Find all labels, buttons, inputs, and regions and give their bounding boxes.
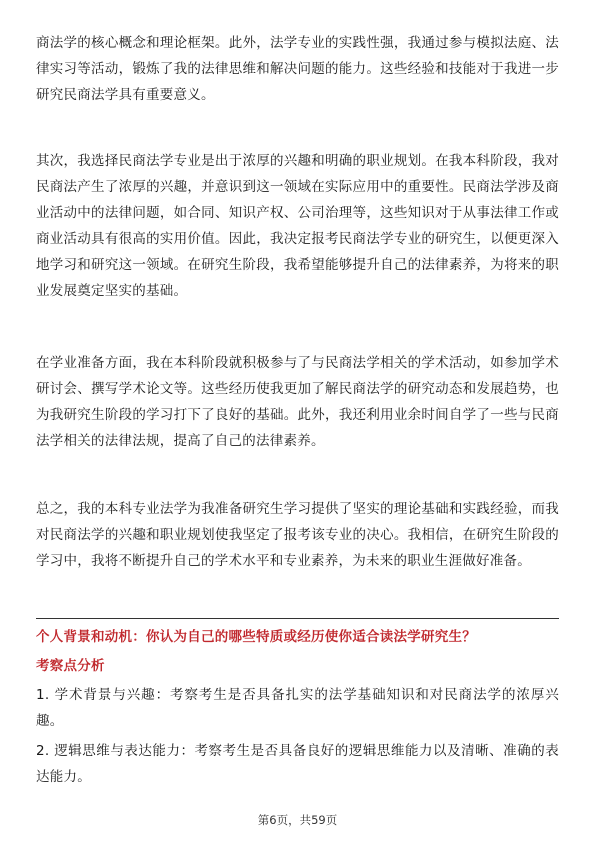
question-heading: 个人背景和动机：你认为自己的哪些特质或经历使你适合读法学研究生？ bbox=[36, 629, 476, 645]
paragraph: 其次，我选择民商法学专业是出于浓厚的兴趣和明确的职业规划。在我本科阶段，我对民商法产生了浓厚的兴趣，并意识到这一领域在实际应用中的重要性。民商法学涉及商业活动中的法律问题，如合同、知识产权、公司治理等，这些知识对于从事法律工作或商业活动具有很高的实用价值。因此，我决定报考民商法学专业的研究生，以便更深入地学习和研究这一领域。在研究生阶段，我希望能够提升自己的法律素养，为将来的职业发展奠定坚实的基础。 bbox=[36, 153, 559, 299]
page-number: 第6页，共59页 bbox=[257, 813, 338, 827]
analysis-point: 2. 逻辑思维与表达能力：考察考生是否具备良好的逻辑思维能力以及清晰、准确的表达能力。 bbox=[36, 743, 559, 785]
paragraph: 商法学的核心概念和理论框架。此外，法学专业的实践性强，我通过参与模拟法庭、法律实习等活动，锻炼了我的法律思维和解决问题的能力。这些经验和技能对于我进一步研究民商法学具有重要意义。 bbox=[36, 35, 559, 103]
paragraph: 总之，我的本科专业法学为我准备研究生学习提供了坚实的理论基础和实践经验，而我对民商法学的兴趣和职业规划使我坚定了报考该专业的决心。我相信，在研究生阶段的学习中，我将不断提升自己的学术水平和专业素养，为未来的职业生涯做好准备。 bbox=[36, 501, 559, 569]
analysis-points bbox=[36, 682, 559, 794]
section-divider bbox=[36, 618, 559, 619]
analysis-heading: 考察点分析 bbox=[36, 658, 105, 674]
analysis-point: 1. 学术背景与兴趣：考察考生是否具备扎实的法学基础知识和对民商法学的浓厚兴趣。 bbox=[36, 687, 559, 729]
paragraph: 在学业准备方面，我在本科阶段就积极参与了与民商法学相关的学术活动，如参加学术研讨会、撰写学术论文等。这些经历使我更加了解民商法学的研究动态和发展趋势，也为我研究生阶段的学习打下了良好的基础。此外，我还利用业余时间自学了一些与民商法学相关的法律法规，提高了自己的法律素养。 bbox=[36, 355, 559, 449]
